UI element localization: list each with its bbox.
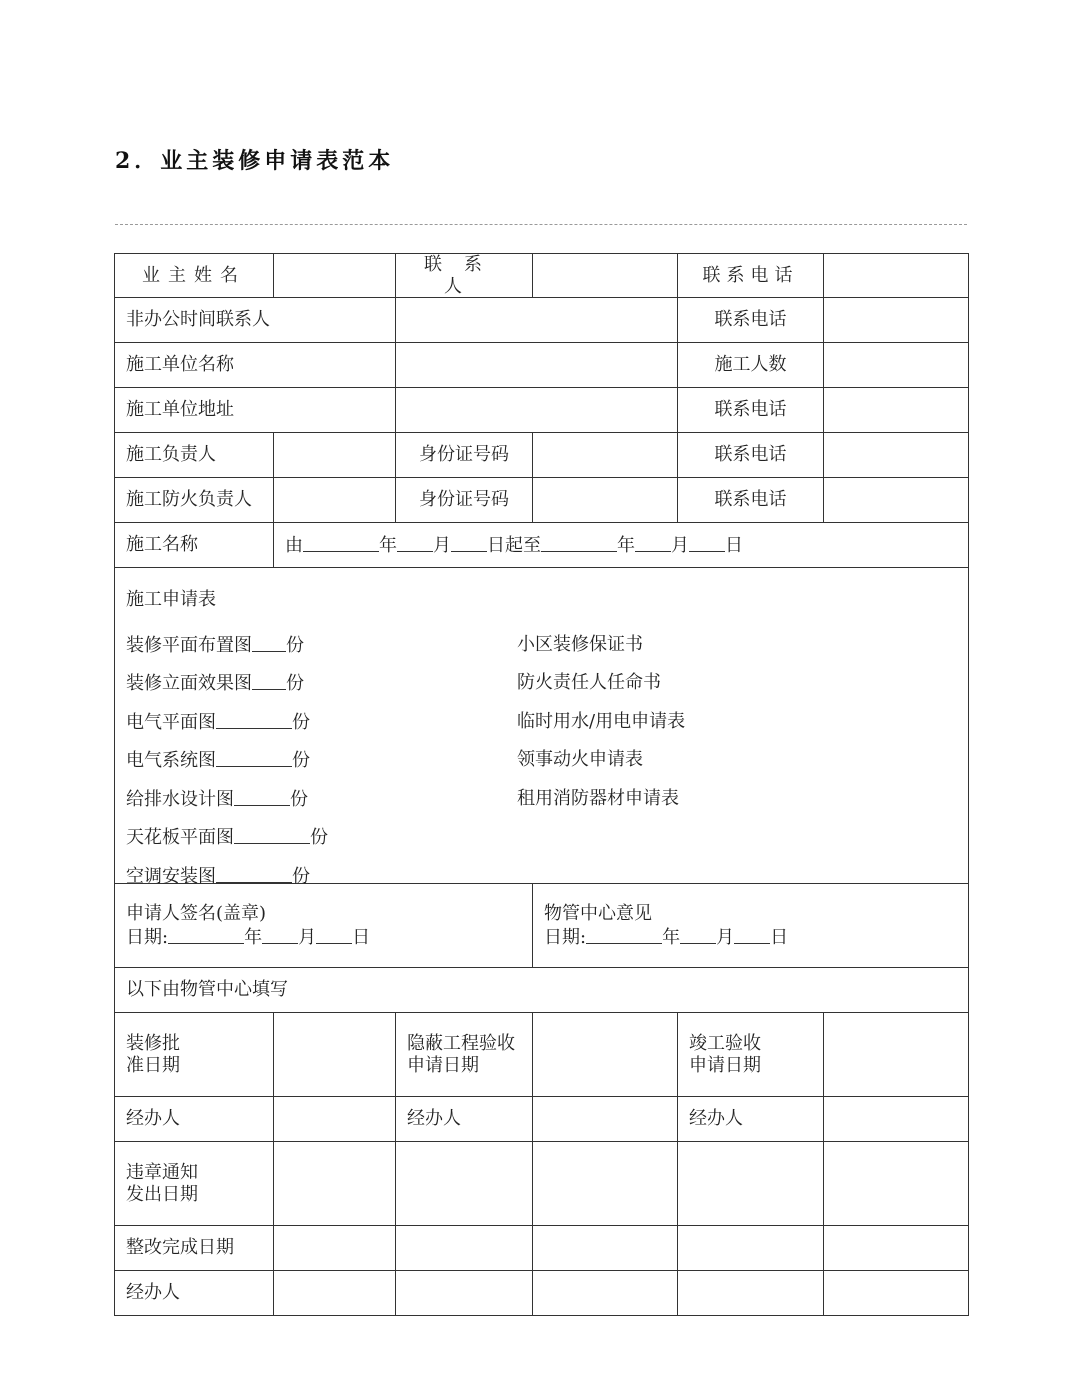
phone-label: 联系电话 <box>678 298 824 343</box>
page-title: 2．业主装修申请表范本 <box>115 148 395 174</box>
application-docs-cell <box>115 568 969 887</box>
row-approval-dates <box>115 1013 969 1097</box>
violation-field[interactable] <box>824 1142 969 1226</box>
row-rectification <box>115 1226 969 1271</box>
handler-field[interactable] <box>678 1271 824 1316</box>
doc-item: 租用消防器材申请表 <box>517 787 679 809</box>
phone-field[interactable] <box>824 478 969 523</box>
contractor-address-field[interactable] <box>396 388 678 433</box>
construction-period-field[interactable]: 由 年 月 日起至 年 月 日 <box>274 523 969 568</box>
violation-field[interactable] <box>274 1142 396 1226</box>
doc-item: 小区装修保证书 <box>517 633 643 655</box>
applicant-date-line: 日期: 年 月 日 <box>126 926 371 948</box>
doc-item: 领事动火申请表 <box>517 749 643 771</box>
row-contractor-address <box>115 388 969 433</box>
row-owner <box>115 254 969 298</box>
row-offhours-contact <box>115 298 969 343</box>
month-blank[interactable] <box>635 533 671 552</box>
applicant-signature-label: 申请人签名(盖章) <box>126 903 267 925</box>
year-blank[interactable] <box>303 533 379 552</box>
phone-field[interactable] <box>824 254 969 298</box>
doc-item: 装修立面效果图 份 <box>126 673 304 695</box>
reno-approval-label: 装修批 准日期 <box>115 1013 274 1097</box>
hidden-works-label: 隐蔽工程验收 申请日期 <box>396 1013 533 1097</box>
mgmt-opinion-cell[interactable] <box>533 884 969 968</box>
workers-label: 施工人数 <box>678 343 824 388</box>
phone-label: 联系电话 <box>678 478 824 523</box>
row-final-handler <box>115 1271 969 1316</box>
handler-field[interactable] <box>533 1097 678 1142</box>
doc-item: 防火责任人任命书 <box>517 672 661 694</box>
row-contractor-name <box>115 343 969 388</box>
rectification-field[interactable] <box>396 1226 533 1271</box>
handler-field[interactable] <box>824 1097 969 1142</box>
handler-label: 经办人 <box>396 1097 533 1142</box>
mgmt-opinion-label: 物管中心意见 <box>544 903 652 925</box>
doc-item: 装修平面布置图 份 <box>126 634 304 656</box>
site-manager-field[interactable] <box>274 433 396 478</box>
owner-name-label: 业主姓名 <box>115 254 274 298</box>
docs-left-list <box>126 627 328 897</box>
handler-field[interactable] <box>396 1271 533 1316</box>
violation-field[interactable] <box>533 1142 678 1226</box>
doc-item: 空调安装图 份 <box>126 865 310 887</box>
id-number-label: 身份证号码 <box>396 433 533 478</box>
violation-field[interactable] <box>678 1142 824 1226</box>
rectification-field[interactable] <box>274 1226 396 1271</box>
handler-label: 经办人 <box>678 1097 824 1142</box>
dotted-divider <box>115 224 967 225</box>
month-blank[interactable] <box>397 533 433 552</box>
rectification-label: 整改完成日期 <box>115 1226 274 1271</box>
doc-item: 天花板平面图 份 <box>126 827 328 849</box>
violation-field[interactable] <box>396 1142 533 1226</box>
row-application-docs <box>115 568 969 884</box>
offhours-contact-field[interactable] <box>396 298 678 343</box>
row-handlers <box>115 1097 969 1142</box>
fire-manager-label: 施工防火负责人 <box>115 478 274 523</box>
completion-field[interactable] <box>824 1013 969 1097</box>
applicant-signature-cell[interactable] <box>115 884 533 968</box>
handler-field[interactable] <box>533 1271 678 1316</box>
phone-label: 联系电话 <box>678 388 824 433</box>
phone-field[interactable] <box>824 298 969 343</box>
doc-item: 电气系统图 份 <box>126 750 310 772</box>
doc-item: 给排水设计图 份 <box>126 788 308 810</box>
row-site-manager <box>115 433 969 478</box>
application-heading: 施工申请表 <box>126 588 216 610</box>
day-blank[interactable] <box>689 533 725 552</box>
completion-label: 竣工验收 申请日期 <box>678 1013 824 1097</box>
phone-label: 联系电话 <box>678 254 824 298</box>
contractor-address-label: 施工单位地址 <box>115 388 396 433</box>
mgmt-fill-label: 以下由物管中心填写 <box>115 968 969 1013</box>
reno-approval-field[interactable] <box>274 1013 396 1097</box>
doc-item: 电气平面图 份 <box>126 711 310 733</box>
contractor-name-field[interactable] <box>396 343 678 388</box>
phone-field[interactable] <box>824 388 969 433</box>
doc-item: 临时用水/用电申请表 <box>517 710 686 732</box>
renovation-application-form <box>114 253 969 1316</box>
handler-field[interactable] <box>274 1271 396 1316</box>
row-mgmt-fill <box>115 968 969 1013</box>
row-fire-manager <box>115 478 969 523</box>
row-violation-notice <box>115 1142 969 1226</box>
violation-notice-label: 违章通知 发出日期 <box>115 1142 274 1226</box>
handler-label: 经办人 <box>115 1097 274 1142</box>
offhours-contact-label: 非办公时间联系人 <box>115 298 396 343</box>
handler-field[interactable] <box>274 1097 396 1142</box>
rectification-field[interactable] <box>533 1226 678 1271</box>
phone-field[interactable] <box>824 433 969 478</box>
hidden-works-field[interactable] <box>533 1013 678 1097</box>
row-construction-period <box>115 523 969 568</box>
id-number-field[interactable] <box>533 478 678 523</box>
rectification-field[interactable] <box>678 1226 824 1271</box>
fire-manager-field[interactable] <box>274 478 396 523</box>
site-manager-label: 施工负责人 <box>115 433 274 478</box>
handler-field[interactable] <box>824 1271 969 1316</box>
row-signatures <box>115 884 969 968</box>
day-blank[interactable] <box>451 533 487 552</box>
id-number-field[interactable] <box>533 433 678 478</box>
docs-right-list <box>517 626 685 819</box>
contractor-name-label: 施工单位名称 <box>115 343 396 388</box>
contact-field[interactable] <box>533 254 678 298</box>
handler-label: 经办人 <box>115 1271 274 1316</box>
construction-name-label: 施工名称 <box>115 523 274 568</box>
owner-name-field[interactable] <box>274 254 396 298</box>
phone-label: 联系电话 <box>678 433 824 478</box>
rectification-field[interactable] <box>824 1226 969 1271</box>
mgmt-date-line: 日期: 年 月 日 <box>544 926 789 948</box>
contact-label: 联系人 <box>396 254 533 298</box>
year-blank[interactable] <box>541 533 617 552</box>
id-number-label: 身份证号码 <box>396 478 533 523</box>
workers-field[interactable] <box>824 343 969 388</box>
